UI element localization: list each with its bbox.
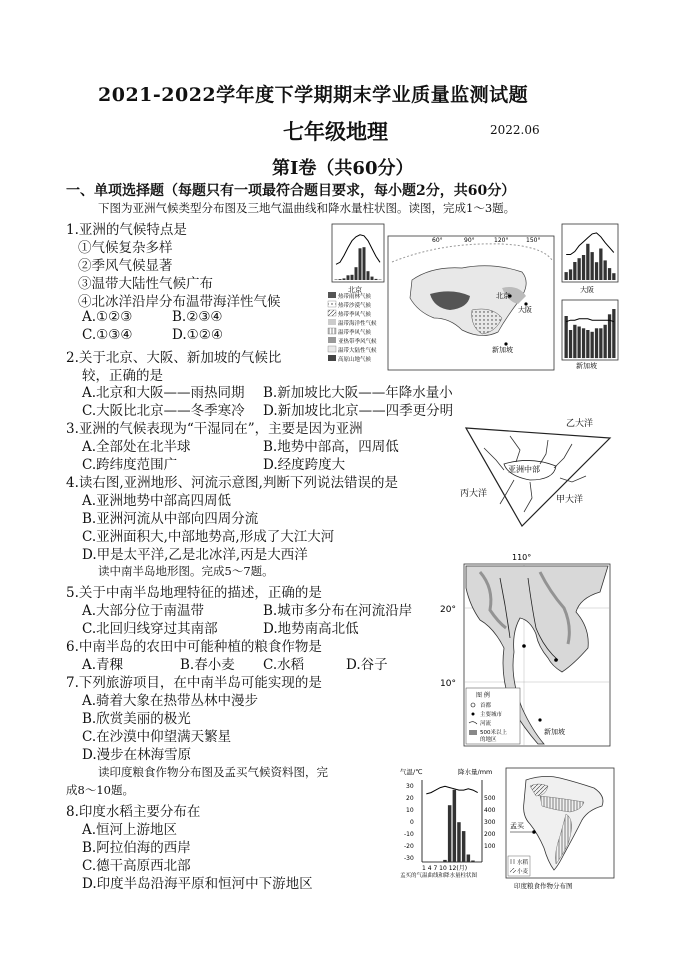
mumbai-climograph	[398, 766, 502, 878]
singapore-precip-bar	[582, 328, 585, 358]
q1-item-1: ①气候复杂多样	[78, 240, 173, 256]
lon-120: 120°	[494, 237, 509, 244]
q3-option-c[interactable]: C.跨纬度范围广	[82, 457, 178, 473]
singapore-precip-bar	[595, 328, 598, 358]
legend-3: 热带季风气候	[338, 312, 372, 318]
mumbai-precip-bar	[453, 790, 457, 862]
climate-legend	[328, 292, 377, 363]
beijing-climograph	[332, 224, 384, 294]
singapore-precip-bar	[604, 325, 607, 358]
mumbai-precip-bar	[471, 861, 475, 863]
asia-climate-figure	[322, 222, 622, 374]
legend-city: 主要城市	[480, 712, 503, 718]
singapore-label: 新加坡	[576, 362, 597, 370]
legend-2: 热带沙漠气候	[338, 303, 372, 309]
mumbai-label: 孟买	[510, 822, 524, 830]
q1-option-a[interactable]: A.①②③	[82, 309, 133, 325]
q1-stem: 1.亚洲的气候特点是	[66, 222, 187, 238]
q8-option-c[interactable]: C.德干高原西北部	[82, 858, 191, 874]
tick-l-20: 20	[406, 795, 414, 802]
q2-option-b[interactable]: B.新加坡比大阪——年降水量小	[263, 385, 453, 401]
singapore-precip-bar	[578, 327, 581, 359]
tick-l-30: 30	[406, 783, 414, 790]
legend-1: 热带雨林气候	[338, 294, 372, 300]
tick-r-200: 200	[484, 831, 496, 838]
q8-option-a[interactable]: A.恒河上游地区	[82, 822, 178, 838]
lat-20: 20°	[440, 605, 456, 615]
q1-option-d[interactable]: D.①②④	[172, 327, 223, 343]
map-osaka: 大阪	[518, 306, 532, 314]
beijing-label: 北京	[348, 286, 362, 294]
legend-5: 温带季风气候	[338, 330, 372, 336]
osaka-precip-bar	[612, 273, 615, 280]
tick-l-0: 0	[410, 819, 414, 826]
legend-elevation-b: 的地区	[480, 737, 497, 743]
q7-option-b[interactable]: B.欣赏美丽的极光	[82, 711, 191, 727]
q3-option-a[interactable]: A.全部处在北半球	[82, 439, 191, 455]
singapore-precip-bar	[599, 328, 602, 358]
osaka-precip-bar	[582, 255, 585, 280]
beijing-precip-bar	[359, 248, 362, 280]
osaka-precip-bar	[578, 258, 581, 280]
mumbai-temp-line	[426, 786, 477, 794]
tick-l-m30: -30	[404, 855, 414, 862]
q4-option-d[interactable]: D.甲是太平洋,乙是北冰洋,丙是大西洋	[82, 547, 308, 563]
intro-8-10-b: 成8～10题。	[66, 783, 134, 797]
legend-title: 图 例	[476, 692, 490, 699]
legend-4: 温带海洋性气候	[338, 321, 377, 327]
singapore-climograph	[562, 300, 618, 370]
singapore-city: 新加坡	[544, 728, 565, 736]
map-singapore: 新加坡	[492, 346, 513, 354]
osaka-precip-bar	[604, 260, 607, 280]
map-beijing: 北京	[496, 292, 510, 300]
q1-item-2: ②季风气候显著	[78, 258, 173, 274]
osaka-label: 大阪	[580, 286, 594, 294]
beijing-precip-bar	[367, 271, 370, 280]
tick-l-10: 10	[406, 807, 414, 814]
osaka-precip-bar	[608, 268, 611, 280]
tick-r-300: 300	[484, 819, 496, 826]
legend-river: 河流	[480, 721, 492, 727]
osaka-precip-bar	[599, 249, 602, 281]
section-title: 一、单项选择题（每题只有一项最符合题目要求，每小题2分，共60分）	[66, 183, 516, 199]
q4-stem: 4.读右图,亚洲地形、河流示意图,判断下列说法错误的是	[66, 475, 398, 491]
q7-option-a[interactable]: A.骑着大象在热带丛林中漫步	[82, 693, 259, 709]
q2-stem: 2.关于北京、大阪、新加坡的气候比	[66, 350, 282, 366]
q3-stem: 3.亚洲的气候表现为“干湿同在”，主要是因为亚洲	[66, 421, 363, 437]
mumbai-precip-bar	[457, 822, 461, 862]
osaka-precip-bar	[591, 252, 594, 280]
osaka-precip-bar	[569, 269, 572, 280]
legend-wheat: 小麦	[517, 869, 529, 875]
q7-option-d[interactable]: D.漫步在林海雪原	[82, 747, 192, 763]
q1-item-4: ④北冰洋沿岸分布温带海洋性气候	[78, 294, 281, 310]
legend-8: 高原山地气候	[338, 357, 372, 363]
tick-l-m20: -20	[404, 843, 414, 850]
singapore-precip-bar	[569, 330, 572, 358]
q6-option-d[interactable]: D.谷子	[346, 657, 388, 673]
lat-10: 10°	[440, 679, 456, 689]
legend-7: 温带大陆性气候	[338, 348, 377, 354]
lon-110: 110°	[512, 553, 532, 562]
osaka-precip-bar	[586, 244, 589, 280]
q6-stem: 6.中南半岛的农田中可能种植的粮食作物是	[66, 639, 322, 655]
beijing-precip-bar	[375, 279, 378, 280]
mumbai-caption: 孟买的气温曲线和降水量柱状图	[400, 873, 478, 878]
india-crop-map	[504, 766, 616, 892]
beijing-precip-bar	[343, 278, 346, 280]
month-ticks: 1 4 7 10 12(月)	[422, 865, 468, 872]
intro-5-7: 读中南半岛地形图。完成5～7题。	[98, 564, 274, 578]
mumbai-precip-bar	[443, 860, 447, 862]
indochina-legend	[466, 688, 520, 744]
legend-6: 亚热带季风气候	[338, 339, 377, 345]
india-caption: 印度粮食作物分布图	[514, 882, 573, 890]
q1-item-3: ③温带大陆性气候广布	[78, 276, 213, 292]
beijing-precip-bar	[351, 275, 354, 280]
tick-r-400: 400	[484, 807, 496, 814]
q5-option-c[interactable]: C.北回归线穿过其南部	[82, 621, 218, 637]
q8-option-b[interactable]: B.阿拉伯海的西岸	[82, 840, 191, 856]
part-title: 第Ⅰ卷（共60分）	[272, 158, 414, 179]
ocean-bing: 丙大洋	[460, 489, 488, 499]
q3-option-d[interactable]: D.经度跨度大	[263, 457, 346, 473]
mumbai-precip-bar	[467, 855, 471, 863]
ocean-jia: 甲大洋	[556, 495, 584, 505]
q5-option-a[interactable]: A.大部分位于南温带	[82, 603, 205, 619]
temp-axis-label: 气温/℃	[400, 768, 423, 776]
q2-option-a[interactable]: A.北京和大阪——雨热同期	[82, 385, 245, 401]
singapore-precip-bar	[573, 325, 576, 358]
legend-capital: 首都	[480, 703, 492, 709]
q2-option-c[interactable]: C.大阪比北京——冬季寒冷	[82, 403, 245, 419]
intro-1-3: 下图为亚洲气候类型分布图及三地气温曲线和降水量柱状图。读图，完成1～3题。	[98, 201, 516, 215]
singapore-precip-bar	[586, 330, 589, 358]
lon-90: 90°	[464, 237, 475, 244]
osaka-climograph	[562, 224, 618, 294]
beijing-precip-bar	[355, 267, 358, 280]
q5-stem: 5.关于中南半岛地理特征的描述，正确的是	[66, 585, 322, 601]
q5-option-d[interactable]: D.地势南高北低	[263, 621, 359, 637]
singapore-precip-bar	[565, 316, 568, 358]
legend-elevation: 500米以上	[480, 730, 507, 736]
mumbai-precip-bar	[462, 831, 466, 862]
indochina-map	[440, 548, 620, 748]
q4-option-c[interactable]: C.亚洲面积大,中部地势高,形成了大江大河	[82, 529, 335, 545]
precip-axis-label: 降水量/mm	[458, 768, 493, 776]
mumbai-precip-bar	[448, 805, 452, 862]
q7-option-c[interactable]: C.在沙漠中仰望满天繁星	[82, 729, 232, 745]
q2-stem-cont: 较，正确的是	[82, 368, 163, 384]
lon-150: 150°	[526, 237, 541, 244]
asia-map	[388, 236, 554, 370]
asia-rivers-diagram	[460, 414, 620, 532]
q2-option-d[interactable]: D.新加坡比北京——四季更分明	[263, 403, 454, 419]
beijing-precip-bar	[363, 247, 366, 280]
triangle-outline	[466, 428, 610, 526]
beijing-precip-bar	[335, 280, 338, 281]
q4-option-a[interactable]: A.亚洲地势中部高四周低	[82, 493, 232, 509]
q5-option-b[interactable]: B.城市多分布在河流沿岸	[263, 603, 413, 619]
page-title: 2021-2022学年度下学期期末学业质量监测试题	[98, 84, 529, 106]
center-label: 亚洲中部	[508, 465, 540, 474]
exam-date: 2022.06	[490, 123, 540, 137]
intro-8-10-a: 读印度粮食作物分布图及孟买气候资料图，完	[98, 765, 328, 779]
q6-option-c[interactable]: C.水稻	[263, 657, 305, 673]
subject-title: 七年级地理	[283, 119, 388, 144]
q3-option-b[interactable]: B.地势中部高，四周低	[263, 439, 399, 455]
q7-stem: 7.下列旅游项目，在中南半岛可能实现的是	[66, 675, 322, 691]
ocean-yi: 乙大洋	[566, 419, 594, 429]
q6-option-b[interactable]: B.春小麦	[180, 657, 235, 673]
beijing-precip-bar	[347, 275, 350, 280]
q1-option-c[interactable]: C.①③④	[82, 327, 133, 343]
singapore-precip-bar	[612, 309, 615, 358]
q4-option-b[interactable]: B.亚洲河流从中部向四周分流	[82, 511, 259, 527]
lon-60: 60°	[432, 237, 443, 244]
q8-option-d[interactable]: D.印度半岛沿海平原和恒河中下游地区	[82, 876, 313, 892]
q8-stem: 8.印度水稻主要分布在	[66, 804, 201, 820]
q1-option-b[interactable]: B.②③④	[172, 309, 223, 325]
tick-r-100: 100	[484, 843, 496, 850]
beijing-precip-bar	[371, 277, 374, 280]
q6-option-a[interactable]: A.青稞	[82, 657, 124, 673]
osaka-precip-bar	[573, 262, 576, 280]
legend-rice: 水稻	[517, 860, 529, 866]
tick-r-500: 500	[484, 795, 496, 802]
beijing-precip-bar	[339, 279, 342, 280]
tick-l-m10: -10	[404, 831, 414, 838]
singapore-precip-bar	[591, 332, 594, 358]
osaka-precip-bar	[595, 262, 598, 280]
osaka-precip-bar	[565, 272, 568, 280]
